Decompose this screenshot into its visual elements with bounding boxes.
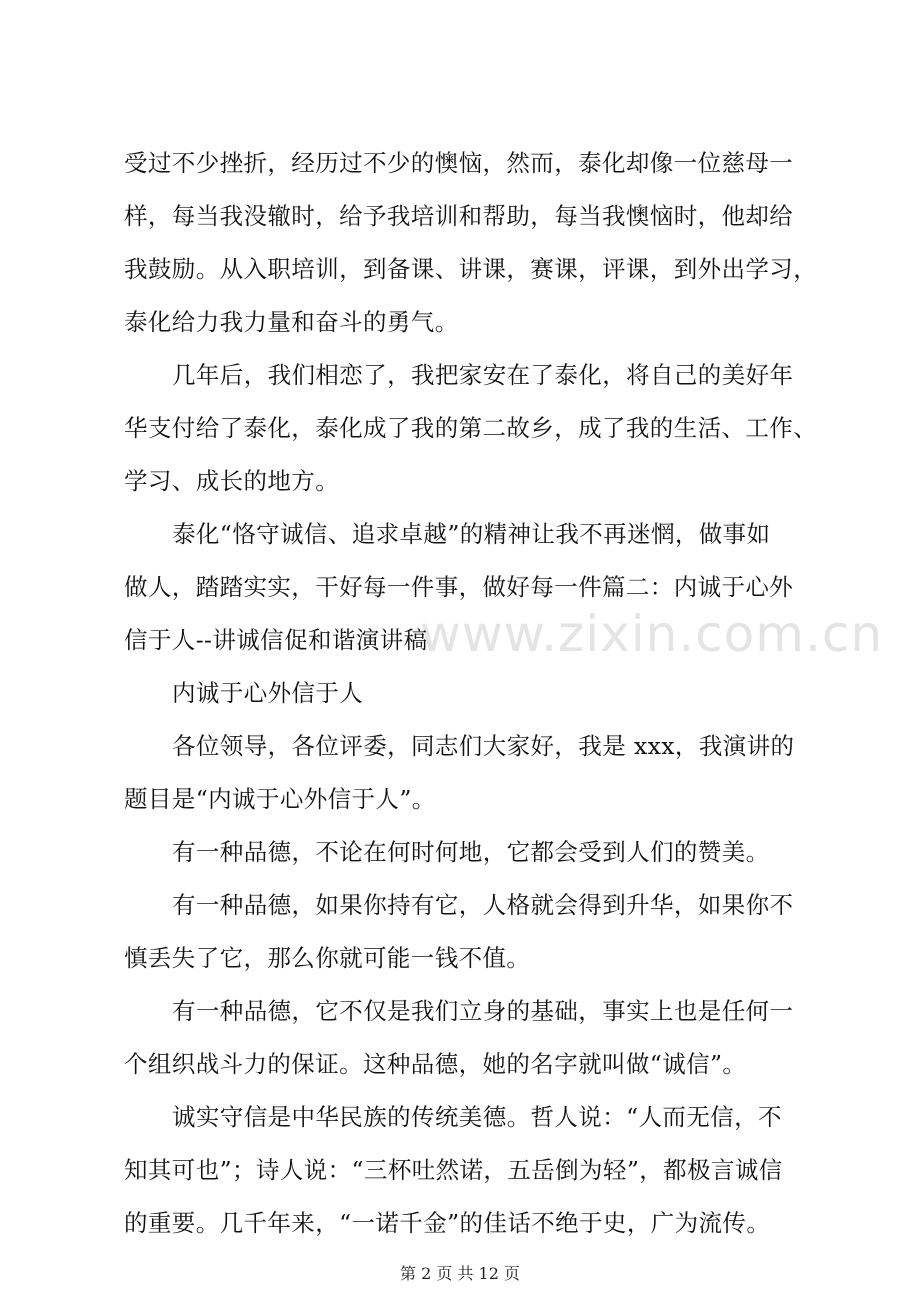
text-line: 几年后，我们相恋了，我把家安在了泰化，将自己的美好年: [172, 361, 794, 389]
text-line: 个组织战斗力的保证。这种品德，她的名字就叫做“诚信”。: [124, 1050, 747, 1078]
text-line: 有一种品德，它不仅是我们立身的基础，事实上也是任何一: [172, 997, 794, 1025]
text-line: 诚实守信是中华民族的传统美德。哲人说：“人而无信，不: [172, 1103, 782, 1131]
page-number: 第 2 页 共 12 页: [400, 1264, 520, 1283]
text-line: 泰化“恪守诚信、追求卓越”的精神让我不再迷惘，做事如: [172, 520, 771, 548]
text-line: 知其可也”；诗人说：“三杯吐然诺，五岳倒为轻”，都极言诚信: [124, 1156, 783, 1184]
text-line: 有一种品德，如果你持有它，人格就会得到升华，如果你不: [172, 891, 794, 919]
section-title: 内诚于心外信于人: [172, 679, 364, 707]
text-line: 受过不少挫折，经历过不少的懊恼，然而，泰化却像一位慈母一: [124, 149, 794, 177]
text-line: 样，每当我没辙时，给予我培训和帮助，每当我懊恼时，他却给: [124, 202, 794, 230]
text-line: 有一种品德，不论在何时何地，它都会受到人们的赞美。: [172, 838, 770, 866]
text-line: 泰化给力我力量和奋斗的勇气。: [124, 308, 459, 336]
text-line: 信于人--讲诚信促和谐演讲稿: [124, 626, 428, 654]
text-line: 各位领导，各位评委，同志们大家好，我是 xxx，我演讲的: [172, 732, 795, 760]
text-line: 的重要。几千年来，“一诺千金”的佳话不绝于史，广为流传。: [124, 1209, 771, 1237]
text-line: 华支付给了泰化，泰化成了我的第二故乡，成了我的生活、工作、: [124, 414, 818, 442]
text-line: 做人，踏踏实实，干好每一件事，做好每一件篇二：内诚于心外: [124, 573, 794, 601]
text-line: 学习、成长的地方。: [124, 467, 340, 495]
watermark: www.zixin.com.cn: [420, 605, 884, 663]
text-line: 我鼓励。从入职培训，到备课、讲课，赛课，评课，到外出学习，: [124, 255, 818, 283]
text-line: 题目是“内诚于心外信于人”。: [124, 785, 436, 813]
text-line: 慎丢失了它，那么你就可能一钱不值。: [124, 944, 531, 972]
